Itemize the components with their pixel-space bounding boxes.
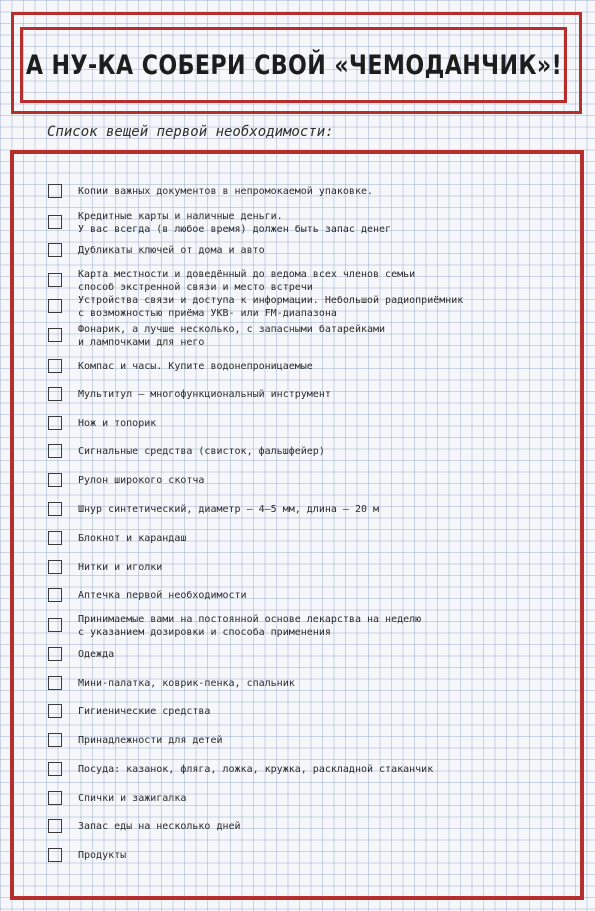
checklist-item-text bbox=[78, 360, 313, 373]
checklist-item-text bbox=[78, 705, 210, 718]
checklist-item-text bbox=[78, 210, 391, 236]
checklist-item-text bbox=[78, 268, 415, 294]
page-title: А НУ-КА СОБЕРИ СВОЙ «ЧЕМОДАНЧИК»! bbox=[25, 49, 562, 81]
checklist-item-text bbox=[78, 388, 331, 401]
checklist-item-line: Посуда: казанок, фляга, ложка, кружка, раскладной стаканчик bbox=[78, 764, 434, 775]
checklist-checkbox[interactable] bbox=[48, 531, 62, 545]
checklist-checkbox[interactable] bbox=[48, 215, 62, 229]
checklist-item-line: Нож и топорик bbox=[78, 418, 157, 429]
list-subtitle: Список вещей первой необходимости: bbox=[47, 124, 334, 140]
checklist-checkbox[interactable] bbox=[48, 704, 62, 718]
checklist-item-text bbox=[78, 589, 247, 602]
checklist-item-line: Нитки и иголки bbox=[78, 562, 163, 573]
checklist-item-line: Карта местности и доведённый до ведома всех членов семьи bbox=[78, 269, 416, 280]
checklist-item-line: с указанием дозировки и способа применения bbox=[78, 627, 331, 638]
checklist-item-text bbox=[78, 763, 433, 776]
checklist-item-line: Продукты bbox=[78, 850, 127, 861]
checklist-item-text bbox=[78, 561, 162, 574]
checklist-item-line: У вас всегда (в любое время) должен быть запас денег bbox=[78, 224, 392, 235]
checklist-checkbox[interactable] bbox=[48, 618, 62, 632]
checklist-item-text bbox=[78, 820, 241, 833]
checklist-checkbox[interactable] bbox=[48, 184, 62, 198]
checklist-item-line: Рулон широкого скотча bbox=[78, 475, 205, 486]
checklist-item-line: Аптечка первой необходимости bbox=[78, 590, 247, 601]
checklist-item-text bbox=[78, 323, 385, 349]
checklist-item-line: Сигнальные средства (свисток, фальшфейер) bbox=[78, 446, 325, 457]
checklist-item-line: Блокнот и карандаш bbox=[78, 533, 187, 544]
checklist-item-line: Компас и часы. Купите водонепроницаемые bbox=[78, 361, 313, 372]
checklist-item-line: Запас еды на несколько дней bbox=[78, 821, 241, 832]
checklist-item-text bbox=[78, 417, 156, 430]
title-inner-frame bbox=[20, 27, 567, 103]
checklist-item-line: Фонарик, а лучше несколько, с запасными батарейками bbox=[78, 324, 386, 335]
checklist-item-text bbox=[78, 474, 204, 487]
checklist-item-line: Мини-палатка, коврик-пенка, спальник bbox=[78, 678, 295, 689]
checklist-item-text bbox=[78, 849, 126, 862]
checklist-item-line: Гигиенические средства bbox=[78, 706, 211, 717]
checklist-item-text bbox=[78, 532, 186, 545]
checklist-item-line: Кредитные карты и наличные деньги. bbox=[78, 211, 283, 222]
checklist-checkbox[interactable] bbox=[48, 299, 62, 313]
checklist-checkbox[interactable] bbox=[48, 588, 62, 602]
checklist-checkbox[interactable] bbox=[48, 359, 62, 373]
checklist-item-text bbox=[78, 294, 463, 320]
checklist-checkbox[interactable] bbox=[48, 819, 62, 833]
checklist-item-text bbox=[78, 792, 186, 805]
checklist-checkbox[interactable] bbox=[48, 502, 62, 516]
checklist-item-line: с возможностью приёма УКВ- или FM-диапазона bbox=[78, 308, 337, 319]
checklist-item-line: Принимаемые вами на постоянной основе лекарства на неделю bbox=[78, 614, 422, 625]
checklist-item-line: способ экстренной связи и место встречи bbox=[78, 282, 313, 293]
checklist-item-text bbox=[78, 244, 265, 257]
checklist-checkbox[interactable] bbox=[48, 328, 62, 342]
checklist-checkbox[interactable] bbox=[48, 791, 62, 805]
checklist-frame bbox=[10, 150, 584, 900]
checklist-checkbox[interactable] bbox=[48, 416, 62, 430]
checklist-item-text bbox=[78, 734, 223, 747]
checklist-checkbox[interactable] bbox=[48, 848, 62, 862]
checklist-checkbox[interactable] bbox=[48, 647, 62, 661]
checklist-item-text bbox=[78, 503, 379, 516]
checklist-item-line: Устройства связи и доступа к информации. Небольшой радиоприёмник bbox=[78, 295, 464, 306]
checklist-checkbox[interactable] bbox=[48, 762, 62, 776]
checklist-item-line: и лампочками для него bbox=[78, 337, 205, 348]
checklist-checkbox[interactable] bbox=[48, 733, 62, 747]
checklist-checkbox[interactable] bbox=[48, 387, 62, 401]
checklist-checkbox[interactable] bbox=[48, 273, 62, 287]
checklist-item-text bbox=[78, 185, 373, 198]
checklist-checkbox[interactable] bbox=[48, 444, 62, 458]
checklist-item-text bbox=[78, 677, 295, 690]
checklist-item-line: Копии важных документов в непромокаемой упаковке. bbox=[78, 186, 374, 197]
checklist-item-text bbox=[78, 445, 325, 458]
checklist-checkbox[interactable] bbox=[48, 473, 62, 487]
checklist-item-line: Спички и зажигалка bbox=[78, 793, 187, 804]
checklist-checkbox[interactable] bbox=[48, 243, 62, 257]
checklist-item-line: Мультитул – многофункциональный инструмент bbox=[78, 389, 331, 400]
checklist-checkbox[interactable] bbox=[48, 676, 62, 690]
checklist-item-line: Одежда bbox=[78, 649, 115, 660]
checklist-item-line: Дубликаты ключей от дома и авто bbox=[78, 245, 265, 256]
checklist-item-text bbox=[78, 648, 114, 661]
checklist-item-line: Принадлежности для детей bbox=[78, 735, 223, 746]
checklist-item-line: Шнур синтетический, диаметр – 4–5 мм, длина – 20 м bbox=[78, 504, 380, 515]
checklist-item-text bbox=[78, 613, 421, 639]
checklist-checkbox[interactable] bbox=[48, 560, 62, 574]
